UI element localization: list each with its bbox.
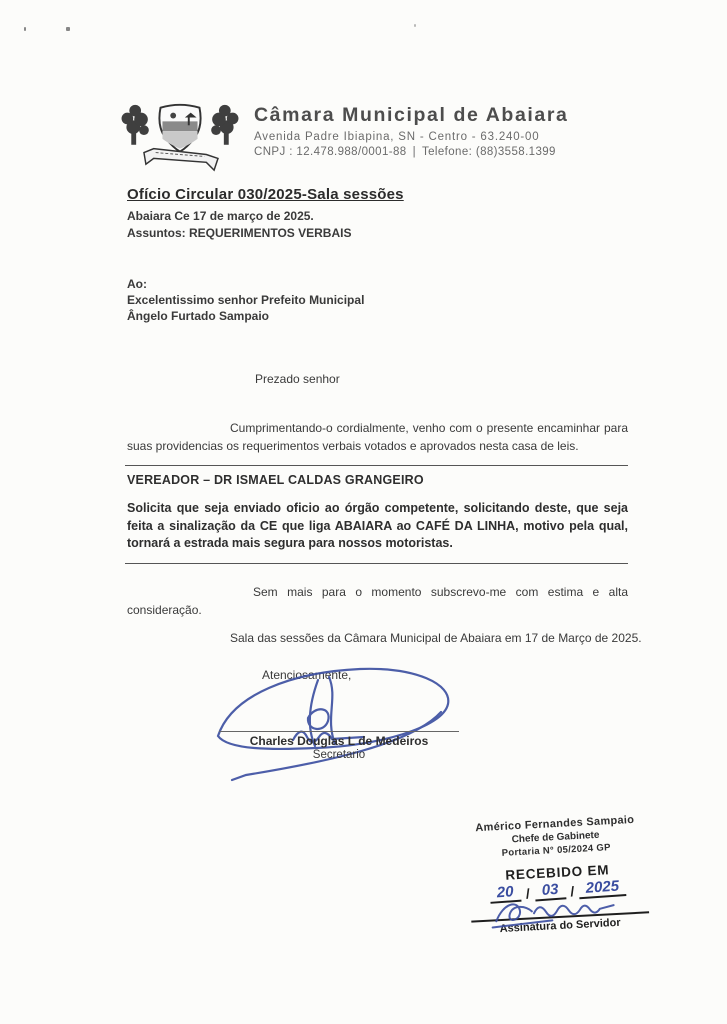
scan-speck	[24, 27, 26, 31]
signatory-block	[219, 731, 459, 761]
stamp-received-label: RECEBIDO EM	[505, 862, 610, 883]
letterhead	[116, 98, 569, 174]
recipient-honorific: Excelentissimo senhor Prefeito Municipal	[127, 293, 365, 307]
recipient-block	[127, 276, 364, 324]
org-name: Câmara Municipal de Abaiara	[254, 104, 569, 126]
session-line: Sala das sessões da Câmara Municipal de Abaiara em 17 de Março de 2025.	[230, 631, 642, 645]
received-day: 20	[489, 883, 521, 904]
salutation: Prezado senhor	[255, 372, 340, 386]
reference-block	[127, 186, 404, 240]
subject-line: Assuntos: REQUERIMENTOS VERBAIS	[127, 226, 352, 240]
section-divider-top	[125, 465, 628, 466]
signatory-name: Charles Douglas L de Medeiros	[249, 734, 429, 748]
section-divider-bottom	[125, 563, 628, 564]
signatory-role: Secretario	[312, 749, 366, 761]
intro-paragraph: Cumprimentando-o cordialmente, venho com o presente encaminhar para suas providencias os requerimentos verbais votados e aprovados nesta casa de leis.	[127, 421, 628, 453]
stamp-ordinance: Portaria N° 05/2024 GP	[501, 842, 612, 859]
date-separator: /	[569, 883, 575, 900]
org-cnpj: CNPJ : 12.478.988/0001-88	[254, 146, 407, 158]
received-month: 03	[534, 880, 566, 901]
org-address: Avenida Padre Ibiapina, SN - Centro - 63.240-00	[254, 131, 540, 143]
date-separator: /	[525, 885, 531, 902]
scan-speck	[66, 27, 70, 31]
scan-speck	[414, 24, 416, 27]
stamp-official-role: Chefe de Gabinete	[511, 829, 600, 846]
stamp-official-name: Américo Fernandes Sampaio	[475, 813, 635, 835]
org-phone: Telefone: (88)3558.1399	[421, 146, 556, 158]
councilman-heading: VEREADOR – DR ISMAEL CALDAS GRANGEIRO	[127, 473, 424, 487]
recipient-name: Ângelo Furtado Sampaio	[127, 309, 270, 323]
place-date-line: Abaiara Ce 17 de março de 2025.	[127, 209, 314, 223]
recipient-to-label: Ao:	[127, 277, 147, 291]
stamp-caption: Assinatura do Servidor	[499, 916, 621, 936]
document-title: Ofício Circular 030/2025-Sala sessões	[127, 186, 404, 203]
received-year: 2025	[579, 877, 628, 899]
closing-paragraph: Sem mais para o momento subscrevo-me com estima e alta consideração.	[127, 585, 628, 617]
received-stamp	[447, 812, 668, 937]
request-paragraph: Solicita que seja enviado oficio ao órgão competente, solicitando deste, que seja feita a sinalização da CE que liga ABAIARA ao CAFÉ DA LINHA, motivo pela qual, tornará a estrada mais segura para nossos motoristas.	[127, 501, 628, 550]
coat-of-arms-logo	[116, 98, 244, 174]
header-divider: |	[412, 146, 416, 158]
closing-word: Atenciosamente,	[262, 668, 352, 682]
